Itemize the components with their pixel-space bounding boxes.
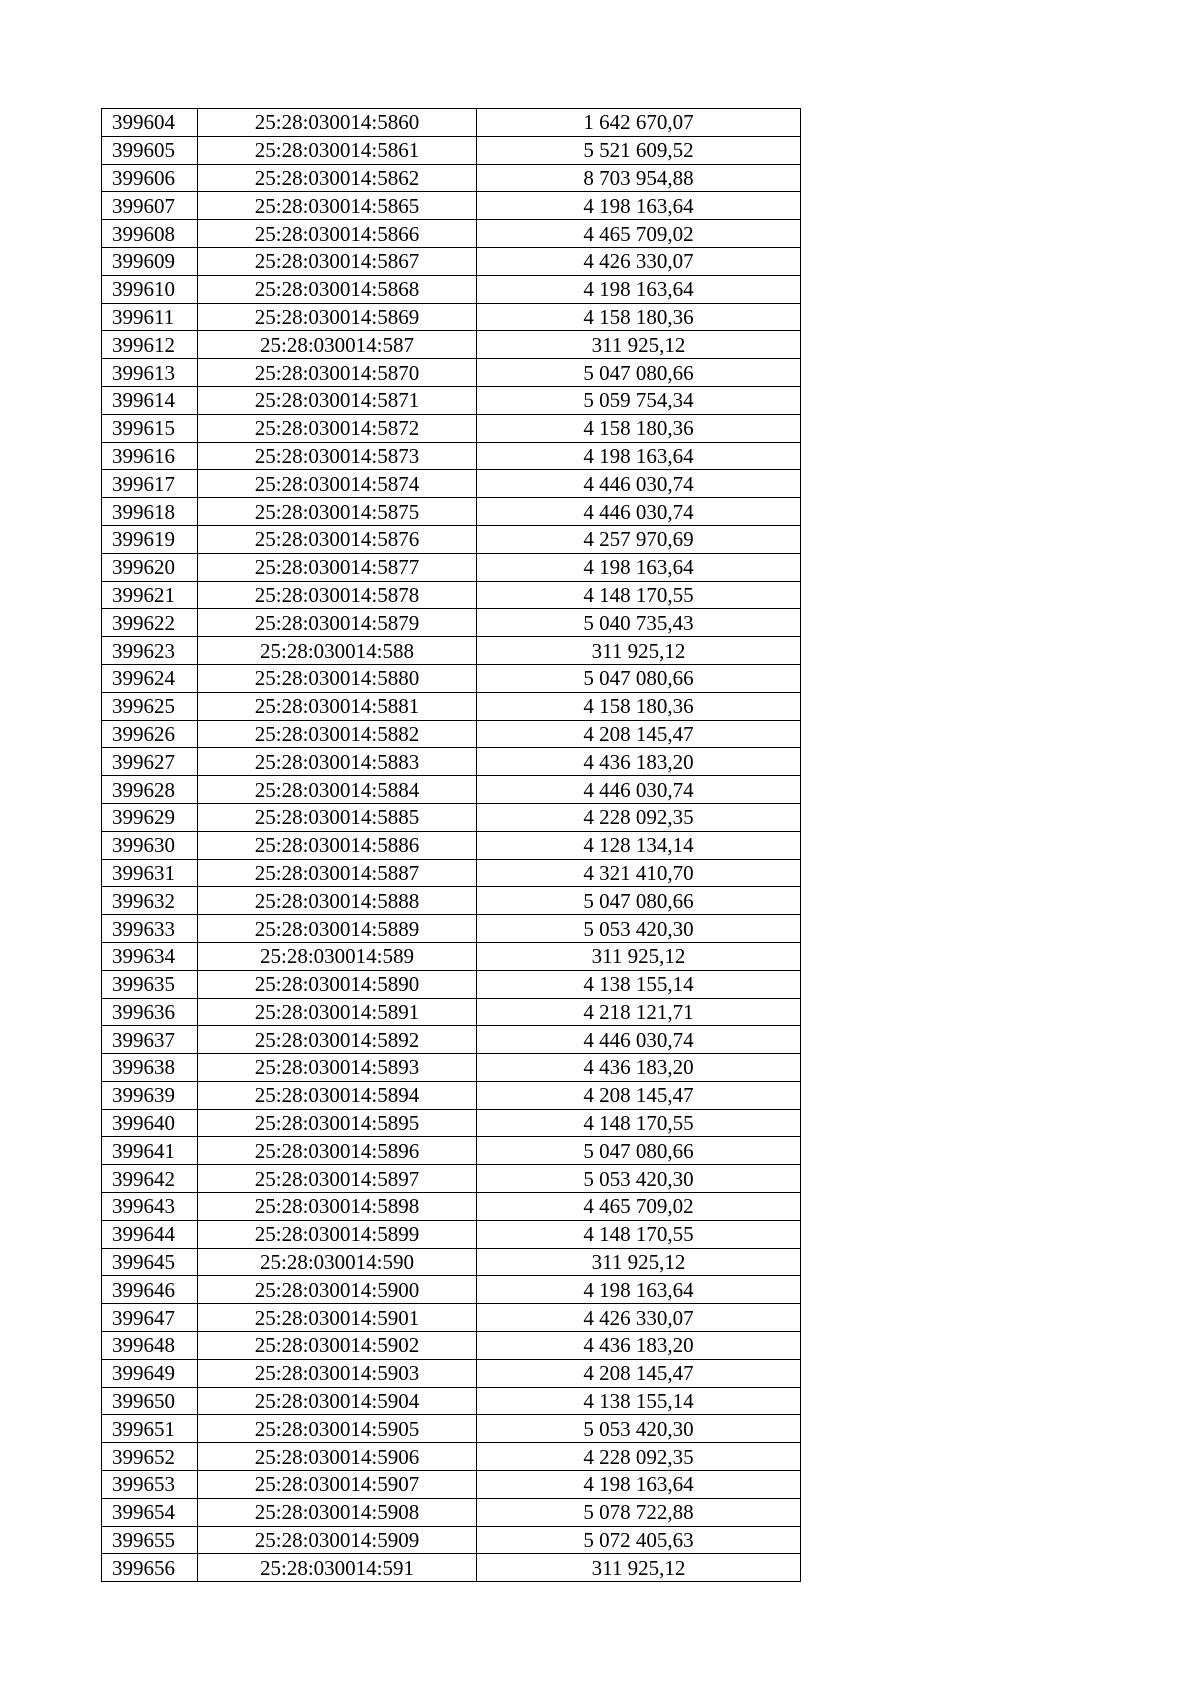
cadastral-value-cell: 4 208 145,47 [477, 1081, 801, 1109]
table-row [102, 136, 801, 164]
cadastral-value-cell: 4 436 183,20 [477, 748, 801, 776]
row-number-cell: 399652 [102, 1443, 198, 1471]
cadastral-number-cell: 25:28:030014:5885 [198, 803, 477, 831]
cadastral-number-cell: 25:28:030014:5893 [198, 1054, 477, 1082]
row-number-cell: 399648 [102, 1332, 198, 1360]
table-row [102, 1165, 801, 1193]
row-number-cell: 399606 [102, 164, 198, 192]
cadastral-value-cell: 4 228 092,35 [477, 803, 801, 831]
cadastral-value-table [101, 108, 801, 1582]
cadastral-number-cell: 25:28:030014:5876 [198, 525, 477, 553]
row-number-cell: 399619 [102, 525, 198, 553]
table-body [102, 109, 801, 1582]
cadastral-number-cell: 25:28:030014:5881 [198, 692, 477, 720]
cadastral-number-cell: 25:28:030014:5904 [198, 1387, 477, 1415]
cadastral-value-cell: 4 208 145,47 [477, 1359, 801, 1387]
table-row [102, 887, 801, 915]
cadastral-value-cell: 4 148 170,55 [477, 1220, 801, 1248]
row-number-cell: 399604 [102, 109, 198, 137]
cadastral-number-cell: 25:28:030014:5882 [198, 720, 477, 748]
cadastral-number-cell: 25:28:030014:5877 [198, 553, 477, 581]
table-row [102, 1359, 801, 1387]
table-row [102, 359, 801, 387]
cadastral-number-cell: 25:28:030014:5907 [198, 1471, 477, 1499]
cadastral-value-cell: 5 047 080,66 [477, 359, 801, 387]
cadastral-value-cell: 8 703 954,88 [477, 164, 801, 192]
cadastral-number-cell: 25:28:030014:5872 [198, 414, 477, 442]
cadastral-number-cell: 25:28:030014:5894 [198, 1081, 477, 1109]
row-number-cell: 399643 [102, 1193, 198, 1221]
cadastral-number-cell: 25:28:030014:5890 [198, 970, 477, 998]
row-number-cell: 399637 [102, 1026, 198, 1054]
cadastral-number-cell: 25:28:030014:5899 [198, 1220, 477, 1248]
table-row [102, 637, 801, 665]
cadastral-value-cell: 4 198 163,64 [477, 1471, 801, 1499]
cadastral-value-cell: 4 208 145,47 [477, 720, 801, 748]
cadastral-value-cell: 5 040 735,43 [477, 609, 801, 637]
table-row [102, 1471, 801, 1499]
cadastral-value-cell: 4 158 180,36 [477, 692, 801, 720]
table-row [102, 998, 801, 1026]
table-row [102, 1276, 801, 1304]
cadastral-value-cell: 311 925,12 [477, 637, 801, 665]
row-number-cell: 399612 [102, 331, 198, 359]
cadastral-number-cell: 25:28:030014:5886 [198, 831, 477, 859]
table-row [102, 692, 801, 720]
table-row [102, 720, 801, 748]
table-row [102, 1193, 801, 1221]
cadastral-value-cell: 5 047 080,66 [477, 1137, 801, 1165]
cadastral-value-cell: 5 053 420,30 [477, 1415, 801, 1443]
table-row [102, 164, 801, 192]
row-number-cell: 399620 [102, 553, 198, 581]
cadastral-number-cell: 25:28:030014:5891 [198, 998, 477, 1026]
table-row [102, 1443, 801, 1471]
row-number-cell: 399626 [102, 720, 198, 748]
cadastral-value-cell: 5 053 420,30 [477, 915, 801, 943]
cadastral-value-cell: 311 925,12 [477, 1248, 801, 1276]
table-row [102, 1526, 801, 1554]
table-row [102, 498, 801, 526]
table-row [102, 1248, 801, 1276]
row-number-cell: 399627 [102, 748, 198, 776]
cadastral-value-cell: 4 128 134,14 [477, 831, 801, 859]
cadastral-number-cell: 25:28:030014:5874 [198, 470, 477, 498]
cadastral-value-cell: 4 158 180,36 [477, 303, 801, 331]
cadastral-number-cell: 25:28:030014:5897 [198, 1165, 477, 1193]
cadastral-value-cell: 4 426 330,07 [477, 247, 801, 275]
cadastral-value-cell: 4 138 155,14 [477, 1387, 801, 1415]
row-number-cell: 399632 [102, 887, 198, 915]
cadastral-number-cell: 25:28:030014:5870 [198, 359, 477, 387]
cadastral-value-cell: 5 047 080,66 [477, 887, 801, 915]
cadastral-number-cell: 25:28:030014:5895 [198, 1109, 477, 1137]
cadastral-number-cell: 25:28:030014:5868 [198, 275, 477, 303]
cadastral-value-cell: 311 925,12 [477, 1554, 801, 1582]
table-row [102, 1498, 801, 1526]
cadastral-number-cell: 25:28:030014:5875 [198, 498, 477, 526]
cadastral-number-cell: 25:28:030014:5862 [198, 164, 477, 192]
table-row [102, 109, 801, 137]
row-number-cell: 399610 [102, 275, 198, 303]
cadastral-number-cell: 25:28:030014:5860 [198, 109, 477, 137]
cadastral-value-cell: 4 446 030,74 [477, 1026, 801, 1054]
table-row [102, 192, 801, 220]
row-number-cell: 399624 [102, 664, 198, 692]
row-number-cell: 399614 [102, 386, 198, 414]
cadastral-value-cell: 4 148 170,55 [477, 1109, 801, 1137]
cadastral-number-cell: 25:28:030014:5898 [198, 1193, 477, 1221]
cadastral-number-cell: 25:28:030014:5905 [198, 1415, 477, 1443]
row-number-cell: 399622 [102, 609, 198, 637]
row-number-cell: 399625 [102, 692, 198, 720]
row-number-cell: 399638 [102, 1054, 198, 1082]
table-row [102, 581, 801, 609]
row-number-cell: 399617 [102, 470, 198, 498]
row-number-cell: 399607 [102, 192, 198, 220]
row-number-cell: 399644 [102, 1220, 198, 1248]
table-row [102, 386, 801, 414]
table-row [102, 1304, 801, 1332]
cadastral-value-cell: 4 198 163,64 [477, 1276, 801, 1304]
table-row [102, 803, 801, 831]
cadastral-value-cell: 4 436 183,20 [477, 1332, 801, 1360]
table-row [102, 1109, 801, 1137]
cadastral-number-cell: 25:28:030014:5896 [198, 1137, 477, 1165]
table-row [102, 1026, 801, 1054]
row-number-cell: 399654 [102, 1498, 198, 1526]
cadastral-value-cell: 311 925,12 [477, 331, 801, 359]
cadastral-value-cell: 4 228 092,35 [477, 1443, 801, 1471]
row-number-cell: 399646 [102, 1276, 198, 1304]
row-number-cell: 399623 [102, 637, 198, 665]
table-row [102, 553, 801, 581]
cadastral-number-cell: 25:28:030014:588 [198, 637, 477, 665]
cadastral-number-cell: 25:28:030014:590 [198, 1248, 477, 1276]
cadastral-value-cell: 311 925,12 [477, 942, 801, 970]
row-number-cell: 399629 [102, 803, 198, 831]
cadastral-number-cell: 25:28:030014:5865 [198, 192, 477, 220]
table-row [102, 915, 801, 943]
cadastral-number-cell: 25:28:030014:5906 [198, 1443, 477, 1471]
cadastral-number-cell: 25:28:030014:5866 [198, 220, 477, 248]
table-row [102, 664, 801, 692]
row-number-cell: 399605 [102, 136, 198, 164]
cadastral-value-cell: 4 465 709,02 [477, 220, 801, 248]
row-number-cell: 399650 [102, 1387, 198, 1415]
cadastral-value-cell: 4 446 030,74 [477, 470, 801, 498]
row-number-cell: 399613 [102, 359, 198, 387]
cadastral-value-cell: 5 078 722,88 [477, 1498, 801, 1526]
cadastral-value-cell: 1 642 670,07 [477, 109, 801, 137]
cadastral-value-cell: 5 072 405,63 [477, 1526, 801, 1554]
row-number-cell: 399639 [102, 1081, 198, 1109]
cadastral-value-cell: 4 321 410,70 [477, 859, 801, 887]
row-number-cell: 399609 [102, 247, 198, 275]
row-number-cell: 399608 [102, 220, 198, 248]
row-number-cell: 399630 [102, 831, 198, 859]
cadastral-value-cell: 4 218 121,71 [477, 998, 801, 1026]
cadastral-number-cell: 25:28:030014:5892 [198, 1026, 477, 1054]
cadastral-number-cell: 25:28:030014:5867 [198, 247, 477, 275]
cadastral-value-cell: 4 426 330,07 [477, 1304, 801, 1332]
table-row [102, 247, 801, 275]
cadastral-number-cell: 25:28:030014:587 [198, 331, 477, 359]
cadastral-number-cell: 25:28:030014:5908 [198, 1498, 477, 1526]
cadastral-number-cell: 25:28:030014:589 [198, 942, 477, 970]
row-number-cell: 399628 [102, 776, 198, 804]
cadastral-value-cell: 4 446 030,74 [477, 776, 801, 804]
cadastral-number-cell: 25:28:030014:5873 [198, 442, 477, 470]
table-row [102, 776, 801, 804]
table-row [102, 220, 801, 248]
table-row [102, 1081, 801, 1109]
row-number-cell: 399611 [102, 303, 198, 331]
row-number-cell: 399640 [102, 1109, 198, 1137]
cadastral-number-cell: 25:28:030014:5900 [198, 1276, 477, 1304]
table-row [102, 525, 801, 553]
table-row [102, 609, 801, 637]
table-row [102, 970, 801, 998]
cadastral-value-cell: 5 059 754,34 [477, 386, 801, 414]
cadastral-value-cell: 4 198 163,64 [477, 442, 801, 470]
cadastral-value-cell: 4 148 170,55 [477, 581, 801, 609]
table-row [102, 414, 801, 442]
table-row [102, 303, 801, 331]
cadastral-number-cell: 25:28:030014:591 [198, 1554, 477, 1582]
cadastral-number-cell: 25:28:030014:5903 [198, 1359, 477, 1387]
table-row [102, 1137, 801, 1165]
cadastral-number-cell: 25:28:030014:5884 [198, 776, 477, 804]
cadastral-value-cell: 4 465 709,02 [477, 1193, 801, 1221]
cadastral-value-cell: 4 436 183,20 [477, 1054, 801, 1082]
cadastral-number-cell: 25:28:030014:5887 [198, 859, 477, 887]
row-number-cell: 399636 [102, 998, 198, 1026]
cadastral-number-cell: 25:28:030014:5883 [198, 748, 477, 776]
cadastral-value-cell: 5 047 080,66 [477, 664, 801, 692]
cadastral-value-cell: 4 198 163,64 [477, 192, 801, 220]
row-number-cell: 399615 [102, 414, 198, 442]
table-row [102, 1220, 801, 1248]
table-row [102, 1415, 801, 1443]
row-number-cell: 399635 [102, 970, 198, 998]
cadastral-number-cell: 25:28:030014:5888 [198, 887, 477, 915]
row-number-cell: 399645 [102, 1248, 198, 1276]
row-number-cell: 399631 [102, 859, 198, 887]
table-row [102, 331, 801, 359]
table-row [102, 470, 801, 498]
row-number-cell: 399618 [102, 498, 198, 526]
cadastral-value-cell: 4 198 163,64 [477, 275, 801, 303]
table-row [102, 1054, 801, 1082]
row-number-cell: 399621 [102, 581, 198, 609]
cadastral-number-cell: 25:28:030014:5871 [198, 386, 477, 414]
table-row [102, 1332, 801, 1360]
row-number-cell: 399656 [102, 1554, 198, 1582]
cadastral-value-cell: 4 257 970,69 [477, 525, 801, 553]
table-row [102, 748, 801, 776]
cadastral-value-cell: 5 521 609,52 [477, 136, 801, 164]
row-number-cell: 399633 [102, 915, 198, 943]
row-number-cell: 399641 [102, 1137, 198, 1165]
row-number-cell: 399655 [102, 1526, 198, 1554]
table-row [102, 859, 801, 887]
table-row [102, 1387, 801, 1415]
table-row [102, 1554, 801, 1582]
table-row [102, 442, 801, 470]
cadastral-value-cell: 4 446 030,74 [477, 498, 801, 526]
table-row [102, 942, 801, 970]
row-number-cell: 399634 [102, 942, 198, 970]
cadastral-number-cell: 25:28:030014:5880 [198, 664, 477, 692]
row-number-cell: 399651 [102, 1415, 198, 1443]
cadastral-number-cell: 25:28:030014:5879 [198, 609, 477, 637]
row-number-cell: 399653 [102, 1471, 198, 1499]
row-number-cell: 399642 [102, 1165, 198, 1193]
table-row [102, 831, 801, 859]
cadastral-number-cell: 25:28:030014:5889 [198, 915, 477, 943]
cadastral-number-cell: 25:28:030014:5909 [198, 1526, 477, 1554]
row-number-cell: 399616 [102, 442, 198, 470]
row-number-cell: 399649 [102, 1359, 198, 1387]
cadastral-value-cell: 4 158 180,36 [477, 414, 801, 442]
cadastral-value-cell: 4 138 155,14 [477, 970, 801, 998]
row-number-cell: 399647 [102, 1304, 198, 1332]
cadastral-number-cell: 25:28:030014:5901 [198, 1304, 477, 1332]
cadastral-number-cell: 25:28:030014:5861 [198, 136, 477, 164]
cadastral-value-cell: 4 198 163,64 [477, 553, 801, 581]
cadastral-value-cell: 5 053 420,30 [477, 1165, 801, 1193]
cadastral-number-cell: 25:28:030014:5878 [198, 581, 477, 609]
table-row [102, 275, 801, 303]
cadastral-number-cell: 25:28:030014:5902 [198, 1332, 477, 1360]
cadastral-number-cell: 25:28:030014:5869 [198, 303, 477, 331]
